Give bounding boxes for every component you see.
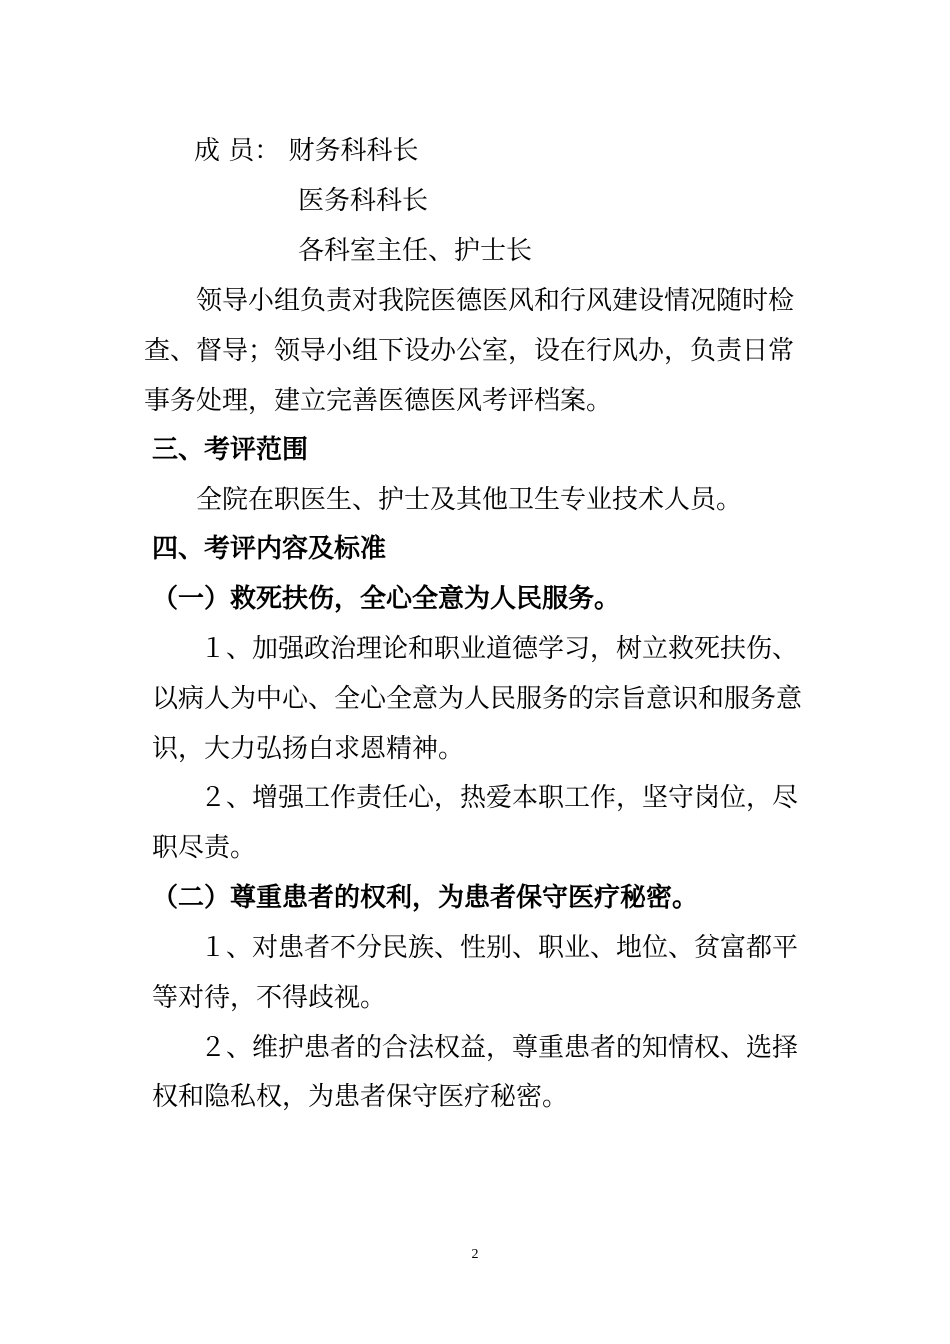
paragraph-line: 领导小组负责对我院医德医风和行风建设情况随时检 — [196, 286, 795, 316]
paragraph-line: 以病人为中心、全心全意为人民服务的宗旨意识和服务意 — [152, 684, 803, 714]
members-line: 成 员： 财务科科长 — [194, 136, 419, 166]
members-item: 各科室主任、护士长 — [298, 236, 533, 266]
paragraph-line: 职尽责。 — [152, 833, 257, 863]
paragraph-line: 权和隐私权，为患者保守医疗秘密。 — [152, 1082, 569, 1112]
paragraph-line: ２、增强工作责任心，热爱本职工作，坚守岗位，尽 — [200, 783, 799, 813]
page-number: 2 — [471, 1247, 479, 1262]
paragraph-line: 事务处理，建立完善医德医风考评档案。 — [144, 386, 613, 416]
paragraph-line: 等对待，不得歧视。 — [152, 983, 387, 1013]
paragraph-line: 识，大力弘扬白求恩精神。 — [152, 734, 465, 764]
paragraph-line: １、对患者不分民族、性别、职业、地位、贫富都平 — [200, 933, 799, 963]
section-heading: 四、考评内容及标准 — [152, 534, 387, 564]
subsection-heading: （一）救死扶伤，全心全意为人民服务。 — [152, 584, 621, 614]
paragraph-line: １、加强政治理论和职业道德学习，树立救死扶伤、 — [200, 634, 799, 664]
paragraph-line: 查、督导；领导小组下设办公室，设在行风办，负责日常 — [144, 336, 795, 366]
members-item: 医务科科长 — [298, 186, 429, 216]
subsection-heading: （二）尊重患者的权利，为患者保守医疗秘密。 — [152, 883, 699, 913]
paragraph-line: 全院在职医生、护士及其他卫生专业技术人员。 — [196, 485, 743, 515]
paragraph-line: ２、维护患者的合法权益，尊重患者的知情权、选择 — [200, 1033, 799, 1063]
section-heading: 三、考评范围 — [152, 435, 309, 465]
